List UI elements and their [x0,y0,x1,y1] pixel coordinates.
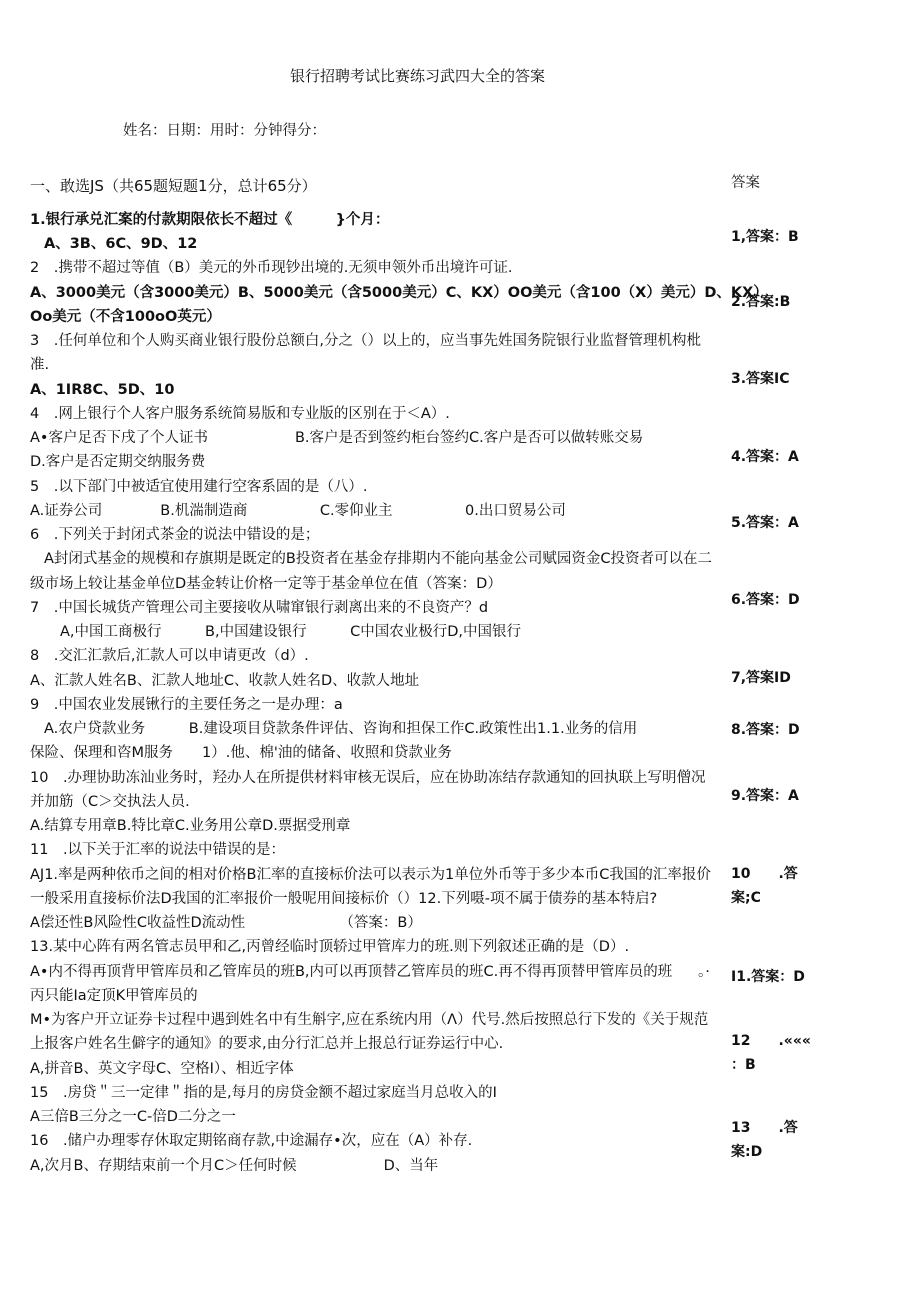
question-line: A、3B、6C、9D、12 [44,236,198,252]
answer-item: ：B [731,1057,756,1073]
question-line: A,拼音B、英文字母C、空格I）、相近字体 [30,1061,294,1077]
question-line: A.证券公司 B.机湍制造商 C.零仰业主 0.出口贸易公司 [30,503,566,519]
info-line: 姓名：日期：用时：分钟得分： [123,123,326,139]
question-line: 2 .携带不超过等值（B）美元的外币现钞出境的.无须申领外币出境许可证. [30,260,513,276]
answer-item: 10 .答 [731,866,798,882]
question-line: 10 .办理协助冻汕业务时，羟办人在所提供材料审核无误后，应在协助冻结存款通知的回执联上写明僧况 [30,770,706,786]
question-line: A•内不得再顶背甲管库员和乙管库员的班B,内可以再顶替乙管库员的班C.再不得再顶替甲管库员的班 [30,964,673,980]
question-line: A.结算专用章B.特比章C.业务用公章D.票据受刑章 [30,818,351,834]
question-line: 7 .中国长城货产管理公司主要接收从啸窜银行剥离出来的不良资产？d [30,600,489,616]
question-line: D.客户是否定期交纳服务费 [30,454,206,470]
question-line: 3 .任何单位和个人购买商业银行股份总额白,分之（）以上的，应当事先姓国务院银行业监督管理机构枇 [30,333,701,349]
question-line: 上报客户姓名生僻字的通知》的要求,由分行汇总并上报总行证券运行中心. [30,1036,504,1052]
question-line: 4 .网上银行个人客户服务系统简易版和专业版的区别在于＜A）. [30,406,450,422]
answer-item: 案;C [731,890,761,906]
question-line: 13.某中心阵有两名管志员甲和乙,丙曾经临时顶轿过甲管库力的班.则下列叙述正确的是（D）. [30,939,630,955]
section-header: 一、敢选JS（共65题短题1分，总计65分） [30,177,317,195]
stray-mark: 。· [698,964,710,980]
answer-item: 4.答案：A [731,449,799,465]
question-line: 9 .中国农业发展锹行的主要任务之一是办理：a [30,697,343,713]
question-line: 16 .储户办理零存休取定期铭商存款,中途漏存•次，应在（A）补存. [30,1133,473,1149]
question-line: A,中国工商极行 B,中国建设银行 C中国农业极行D,中国银行 [60,624,521,640]
answer-item: 1,答案：B [731,229,799,245]
question-line: A封闭式基金的规模和存旗期是既定的B投资者在基金存排期内不能向基金公司赋园资金C投资者可以在二 [44,551,712,567]
question-line: 保险、保理和咨M服务 1）.他、棉'油的储备、收照和贷款业务 [30,745,452,761]
question-line: 1.银行承兑汇案的付款期限依长不超过《 }个月： [30,212,390,228]
question-line: A.农户贷款业务 B.建设项目贷款条件评估、咨询和担保工作C.政策性出1.1.业务的信用 [44,721,638,737]
question-line: 一般采用直接标价法D我国的汇率报价一般呢用间接标价（）12.下列嗫-项不属于债券的基本特启? [30,891,658,907]
question-line: M•为客户开立证券卡过程中遇到姓名中有生斛字,应在系统内用（Λ）代号.然后按照总行下发的《关于规范 [30,1012,709,1028]
question-line: A、汇款人姓名B、汇款人地址C、收款人姓名D、收款人地址 [30,673,420,689]
question-line: A偿还性B风险性C收益性D流动性 （答案：B） [30,915,422,931]
answer-item: 6.答案：D [731,592,800,608]
answer-item: 8.答案：D [731,722,800,738]
answer-column-header: 答案 [731,175,760,191]
answer-item: 5.答案：A [731,515,799,531]
question-line: 丙只能Ia定顶K甲管库员的 [30,988,198,1004]
question-line: A、3000美元（含3000美元）B、5000美元（含5000美元）C、KX）OO美元（含100（X）美元）D、KX） [30,285,768,301]
question-line: A、1IR8C、5D、10 [30,382,175,398]
question-line: Oo美元（不含100oO英元） [30,309,221,325]
answer-item: 7,答案ID [731,670,791,686]
question-line: 6 .下列关于封闭式茶金的说法中错设的是； [30,527,320,543]
answer-item: 13 .答 [731,1120,798,1136]
question-line: 15 .房贷＂三一定律＂指的是,每月的房贷金额不超过家庭当月总收入的I [30,1085,497,1101]
question-line: 准. [30,357,50,373]
question-line: 并加筋（C＞交执法人员. [30,794,190,810]
answer-item: 9.答案：A [731,788,799,804]
question-line: AJ1.率是两种依币之间的相对价格B汇率的直接标价法可以表示为1单位外币等于多少本币C我国的汇率报价 [30,867,711,883]
answer-item: 3.答案IC [731,371,790,387]
question-line: 5 .以下部门中被适宜使用建行空客系固的是（八）. [30,479,368,495]
question-line: A三倍B三分之一C-倍D二分之一 [30,1109,236,1125]
question-line: 11 .以下关于汇率的说法中错误的是： [30,842,286,858]
question-line: A•客户足否下戌了个人证书 B.客户是否到签约柜台签约C.客户是否可以做转账交易 [30,430,644,446]
question-line: 级市场上较让基金单位D基金转让价格一定等于基金单位在值（答案：D） [30,576,502,592]
answer-item: I1.答案：D [731,969,805,985]
answer-item: 2.答案:B [731,294,791,310]
answer-item: 12 .««« [731,1033,811,1049]
page-title: 银行招聘考试比赛练习武四大全的答案 [290,67,546,85]
question-line: A,次月B、存期结束前一个月C＞任何时候 D、当年 [30,1158,439,1174]
answer-item: 案:D [731,1144,763,1160]
question-line: 8 .交汇汇款后,汇款人可以申请更改（d）. [30,648,309,664]
